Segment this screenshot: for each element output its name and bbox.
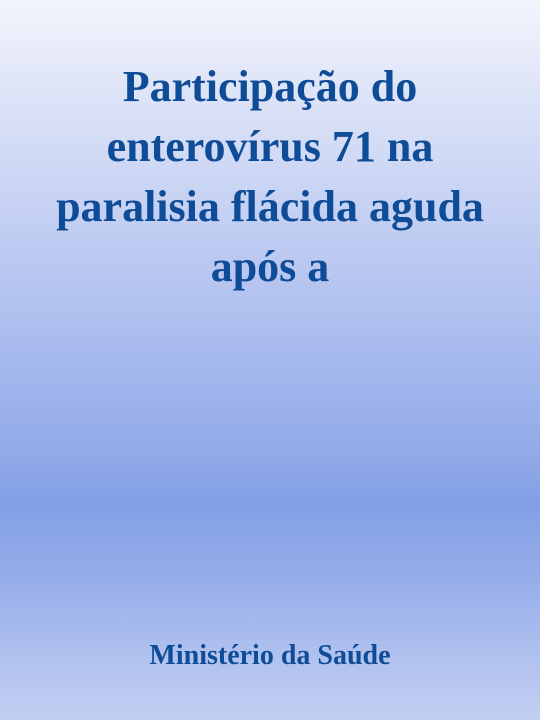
book-title: Participação do enterovírus 71 na paralisia flácida aguda após a: [56, 62, 484, 291]
book-author: Ministério da Saúde: [149, 640, 391, 671]
